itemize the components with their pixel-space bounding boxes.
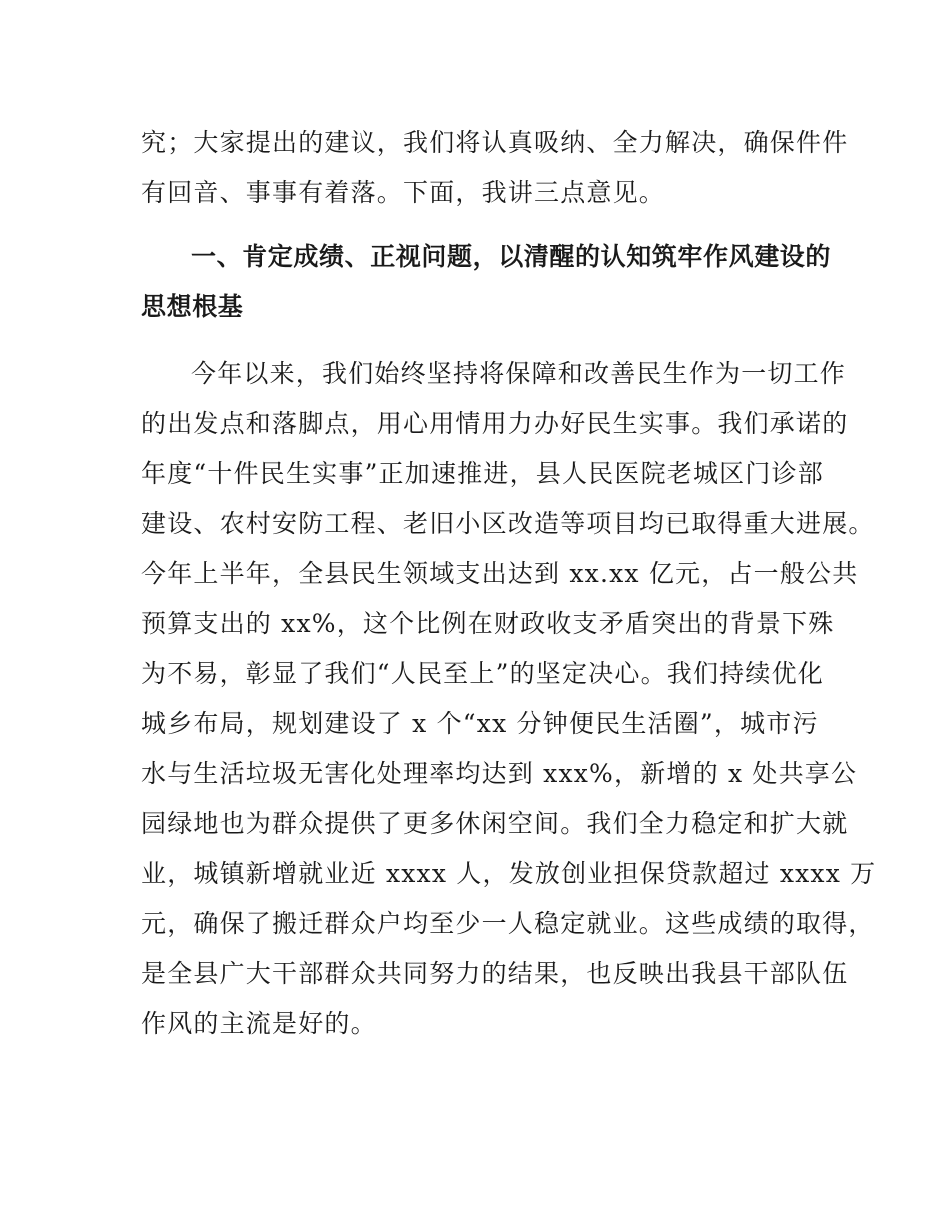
paragraph-line: 水与生活垃圾无害化处理率均达到 xxx%，新增的 x 处共享公 [141,759,858,788]
paragraph-line: 今年以来，我们始终坚持将保障和改善民生作为一切工作 [191,359,847,388]
paragraph-line: 年度“十件民生实事”正加速推进，县人民医院老城区门诊部 [141,459,824,488]
paragraph-line: 究；大家提出的建议，我们将认真吸纳、全力解决，确保件件 [141,128,849,157]
paragraph-line: 园绿地也为群众提供了更多休闲空间。我们全力稳定和扩大就 [141,809,849,838]
paragraph-line: 元，确保了搬迁群众户均至少一人稳定就业。这些成绩的取得， [141,909,875,938]
paragraph-line: 是全县广大干部群众共同努力的结果，也反映出我县干部队伍 [141,959,849,988]
paragraph-line: 作风的主流是好的。 [141,1009,377,1038]
paragraph-line: 业，城镇新增就业近 xxxx 人，发放创业担保贷款超过 xxxx 万 [141,859,877,888]
paragraph-line: 建设、农村安防工程、老旧小区改造等项目均已取得重大进展。 [141,509,875,538]
section-heading: 一、肯定成绩、正视问题，以清醒的认知筑牢作风建设的 [191,242,832,271]
section-heading-continued: 思想根基 [141,292,244,321]
paragraph-line: 城乡布局，规划建设了 x 个“xx 分钟便民生活圈”，城市污 [141,709,819,738]
paragraph-line: 今年上半年，全县民生领域支出达到 xx.xx 亿元，占一般公共 [141,559,859,588]
paragraph-line: 为不易，彰显了我们“人民至上”的坚定决心。我们持续优化 [141,659,824,688]
paragraph-line: 预算支出的 xx%，这个比例在财政收支矛盾突出的背景下殊 [141,609,835,638]
paragraph-line: 有回音、事事有着落。下面，我讲三点意见。 [141,178,666,207]
paragraph-line: 的出发点和落脚点，用心用情用力办好民生实事。我们承诺的 [141,409,849,438]
